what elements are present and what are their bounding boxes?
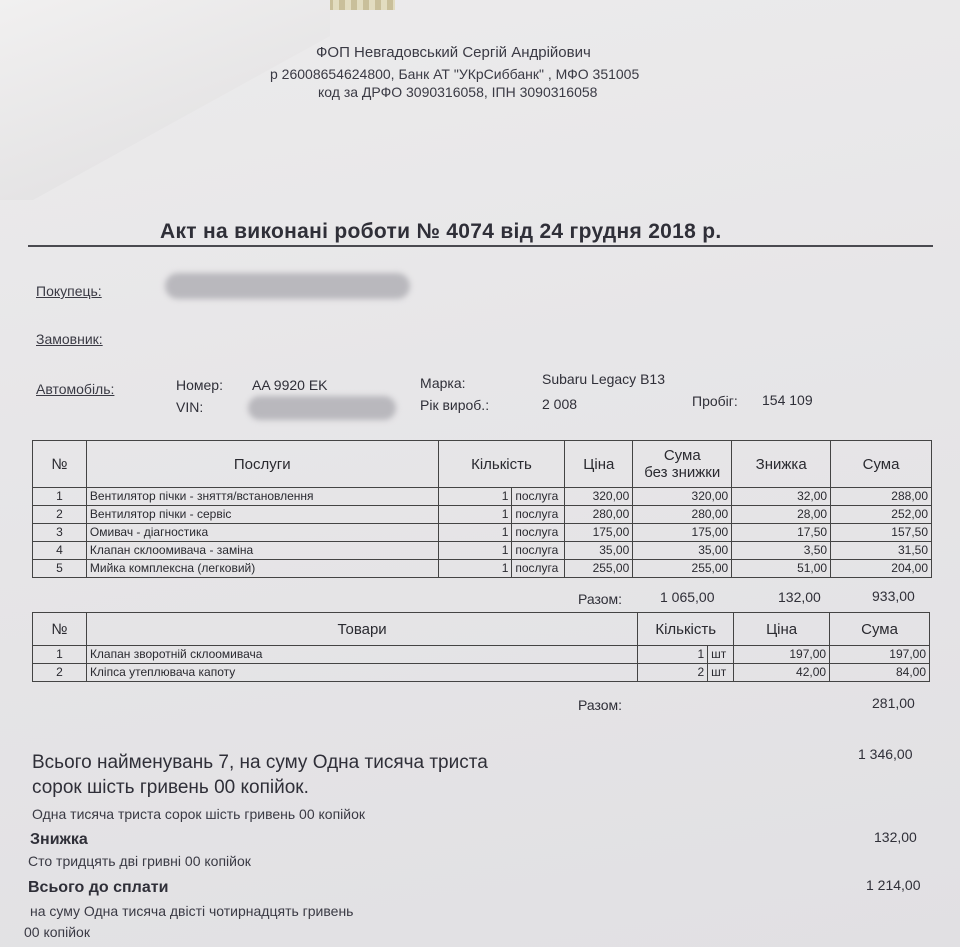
cell-sum: 288,00 (831, 488, 932, 506)
col-service: Послуги (86, 441, 438, 488)
number-label: Номер: (176, 377, 223, 393)
cell-number: 2 (33, 506, 87, 524)
redacted-buyer (165, 273, 410, 299)
redacted-vin (248, 396, 396, 420)
cell-price: 42,00 (734, 664, 830, 682)
col-sum: Сума (830, 613, 930, 646)
cell-number: 5 (33, 560, 87, 578)
services-total-sum: 933,00 (872, 588, 915, 604)
table-row (33, 664, 930, 682)
services-total-gross: 1 065,00 (660, 589, 715, 605)
cell-price: 320,00 (565, 488, 633, 506)
title-underline (28, 245, 933, 247)
cell-sum: 31,50 (831, 542, 932, 560)
cell-discount: 28,00 (732, 506, 831, 524)
cell-number: 3 (33, 524, 87, 542)
col-number: № (33, 613, 87, 646)
bank-details: р 26008654624800, Банк АТ "УКрСиббанк" , МФО 351005 (270, 66, 640, 82)
cell-unit: послуга (512, 506, 565, 524)
items-amount-words: Одна тисяча триста сорок шість гривень 00 копійок (32, 806, 366, 822)
table-row (33, 542, 932, 560)
amount-due-label: Всього до сплати (28, 879, 169, 896)
cell-sum: 197,00 (830, 646, 930, 664)
year-label: Рік вироб.: (420, 397, 490, 413)
table-row (33, 560, 932, 578)
cell-qty: 1 (438, 506, 512, 524)
cell-gross: 35,00 (633, 542, 732, 560)
cell-qty: 1 (438, 524, 512, 542)
discount-label: Знижка (30, 831, 88, 848)
goods-table (32, 612, 930, 682)
cell-qty: 1 (438, 560, 512, 578)
cell-sum: 84,00 (830, 664, 930, 682)
brand-value: Subaru Legacy B13 (542, 371, 665, 387)
cell-sum: 204,00 (831, 560, 932, 578)
year-value: 2 008 (542, 396, 578, 412)
cell-goods: Клапан зворотній склоомивача (86, 646, 637, 664)
document-title: Акт на виконані роботи № 4074 від 24 грудня 2018 р. (160, 220, 722, 243)
cell-service: Клапан склоомивача - заміна (86, 542, 438, 560)
cell-qty: 1 (438, 488, 512, 506)
cell-unit: послуга (512, 488, 565, 506)
brand-label: Марка: (420, 375, 466, 391)
tax-codes: код за ДРФО 3090316058, ІПН 3090316058 (318, 84, 598, 100)
cell-sum: 252,00 (831, 506, 932, 524)
discount-words: Сто тридцять дві гривні 00 копійок (28, 853, 251, 869)
cell-price: 255,00 (565, 560, 633, 578)
vin-label: VIN: (176, 399, 204, 415)
number-value: AA 9920 EK (252, 377, 328, 393)
cell-qty: 1 (438, 542, 512, 560)
cell-qty: 2 (638, 664, 708, 682)
buyer-label: Покупець: (36, 283, 102, 299)
col-gross-line2: без знижки (644, 464, 721, 481)
cell-service: Вентилятор пічки - зняття/встановлення (86, 488, 438, 506)
cell-price: 175,00 (565, 524, 633, 542)
cell-unit: послуга (512, 542, 565, 560)
cell-unit: послуга (512, 524, 565, 542)
col-gross (633, 441, 732, 488)
cell-service: Вентилятор пічки - сервіс (86, 506, 438, 524)
services-total-label: Разом: (578, 591, 623, 607)
cell-number: 2 (33, 664, 87, 682)
cell-discount: 32,00 (732, 488, 831, 506)
discount-amount: 132,00 (874, 829, 917, 845)
amount-due-words-line2: 00 копійок (24, 924, 90, 940)
col-price: Ціна (734, 613, 830, 646)
cell-number: 4 (33, 542, 87, 560)
cell-number: 1 (33, 488, 87, 506)
cell-number: 1 (33, 646, 87, 664)
goods-total-sum: 281,00 (872, 695, 915, 711)
cell-price: 197,00 (734, 646, 830, 664)
company-name: ФОП Невгадовський Сергій Андрійович (316, 44, 591, 61)
amount-due-words-line1: на суму Одна тисяча двісті чотирнадцять гривень (30, 903, 354, 919)
cell-unit: шт (708, 646, 734, 664)
cell-service: Омивач - діагностика (86, 524, 438, 542)
cell-gross: 175,00 (633, 524, 732, 542)
cell-discount: 3,50 (732, 542, 831, 560)
cell-gross: 280,00 (633, 506, 732, 524)
mileage-label: Пробіг: (692, 393, 738, 409)
cell-sum: 157,50 (831, 524, 932, 542)
items-amount: 1 346,00 (858, 746, 913, 762)
col-goods: Товари (86, 613, 637, 646)
table-row (33, 524, 932, 542)
cell-service: Мийка комплексна (легковий) (86, 560, 438, 578)
services-table (32, 440, 932, 578)
cell-qty: 1 (638, 646, 708, 664)
table-row (33, 506, 932, 524)
goods-total-label: Разом: (578, 697, 623, 713)
col-sum: Сума (831, 441, 932, 488)
cell-discount: 51,00 (732, 560, 831, 578)
cell-unit: послуга (512, 560, 565, 578)
table-row (33, 646, 930, 664)
cell-price: 35,00 (565, 542, 633, 560)
col-price: Ціна (565, 441, 633, 488)
cell-unit: шт (708, 664, 734, 682)
mileage-value: 154 109 (762, 392, 813, 408)
amount-due: 1 214,00 (866, 877, 921, 893)
services-total-discount: 132,00 (778, 589, 821, 605)
col-gross-line1: Сума (663, 447, 701, 464)
cell-gross: 320,00 (633, 488, 732, 506)
car-label: Автомобіль: (36, 381, 115, 397)
col-number: № (33, 441, 87, 488)
items-summary-line1: Всього найменувань 7, на суму Одна тисяча триста (32, 752, 488, 773)
items-summary-line2: сорок шість гривень 00 копійок. (32, 777, 309, 798)
col-quantity: Кількість (638, 613, 734, 646)
cell-price: 280,00 (565, 506, 633, 524)
table-row (33, 488, 932, 506)
cell-discount: 17,50 (732, 524, 831, 542)
cell-goods: Кліпса утеплювача капоту (86, 664, 637, 682)
col-quantity: Кількість (438, 441, 565, 488)
col-discount: Знижка (732, 441, 831, 488)
cell-gross: 255,00 (633, 560, 732, 578)
customer-label: Замовник: (36, 331, 103, 347)
